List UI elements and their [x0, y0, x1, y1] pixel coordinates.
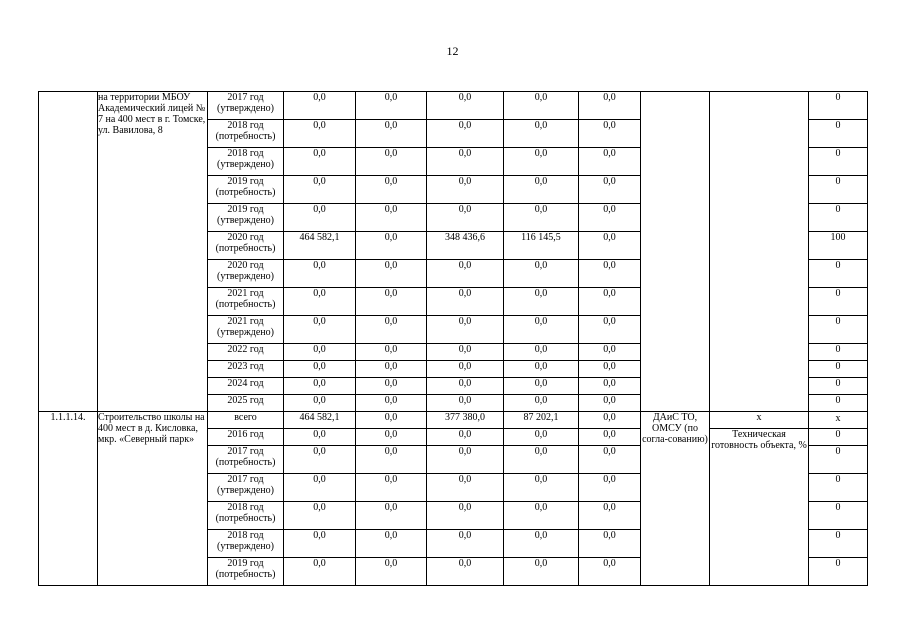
value-cell: 0,0 [427, 361, 504, 378]
indicator-cell: х [710, 412, 809, 429]
year-cell: 2017 год (утверждено) [208, 474, 284, 502]
value-cell: 0,0 [427, 120, 504, 148]
indicator-value-cell: 0 [809, 502, 868, 530]
value-cell: 0,0 [427, 446, 504, 474]
value-cell: 0,0 [579, 204, 641, 232]
value-cell: 0,0 [579, 395, 641, 412]
value-cell: 0,0 [504, 429, 579, 446]
value-cell: 0,0 [579, 361, 641, 378]
value-cell: 0,0 [427, 288, 504, 316]
value-cell: 0,0 [504, 120, 579, 148]
value-cell: 0,0 [427, 474, 504, 502]
value-cell: 0,0 [579, 148, 641, 176]
value-cell: 0,0 [504, 316, 579, 344]
value-cell: 0,0 [284, 204, 356, 232]
year-cell: 2018 год (утверждено) [208, 148, 284, 176]
item-name: на территории МБОУ Академический лицей № 7 на 400 мест в г. Томске, ул. Вавилова, 8 [98, 92, 208, 412]
year-cell: 2020 год (потребность) [208, 232, 284, 260]
value-cell: 0,0 [579, 446, 641, 474]
value-cell: 0,0 [504, 260, 579, 288]
year-cell: всего [208, 412, 284, 429]
year-cell: 2021 год (потребность) [208, 288, 284, 316]
value-cell: 0,0 [579, 92, 641, 120]
value-cell: 0,0 [427, 378, 504, 395]
value-cell: 0,0 [284, 558, 356, 586]
value-cell: 0,0 [356, 429, 427, 446]
value-cell: 0,0 [504, 530, 579, 558]
item-number: 1.1.1.14. [39, 412, 98, 586]
value-cell: 0,0 [284, 446, 356, 474]
year-cell: 2017 год (потребность) [208, 446, 284, 474]
value-cell: 0,0 [579, 530, 641, 558]
value-cell: 0,0 [356, 260, 427, 288]
value-cell: 0,0 [284, 92, 356, 120]
value-cell: 348 436,6 [427, 232, 504, 260]
value-cell: 0,0 [284, 429, 356, 446]
indicator-cell [710, 92, 809, 412]
value-cell: 0,0 [427, 558, 504, 586]
value-cell: 0,0 [356, 361, 427, 378]
year-cell: 2016 год [208, 429, 284, 446]
value-cell: 0,0 [504, 558, 579, 586]
indicator-value-cell: 0 [809, 176, 868, 204]
value-cell: 0,0 [427, 395, 504, 412]
indicator-value-cell: 0 [809, 148, 868, 176]
value-cell: 0,0 [504, 92, 579, 120]
year-cell: 2019 год (потребность) [208, 558, 284, 586]
value-cell: 464 582,1 [284, 412, 356, 429]
indicator-value-cell: 0 [809, 361, 868, 378]
value-cell: 0,0 [579, 316, 641, 344]
value-cell: 0,0 [579, 429, 641, 446]
year-cell: 2020 год (утверждено) [208, 260, 284, 288]
indicator-value-cell: 0 [809, 120, 868, 148]
value-cell: 0,0 [356, 120, 427, 148]
value-cell: 0,0 [427, 429, 504, 446]
value-cell: 0,0 [579, 232, 641, 260]
year-cell: 2022 год [208, 344, 284, 361]
value-cell: 0,0 [356, 204, 427, 232]
item-name: Строительство школы на 400 мест в д. Кисловка, мкр. «Северный парк» [98, 412, 208, 586]
value-cell: 0,0 [356, 232, 427, 260]
year-cell: 2023 год [208, 361, 284, 378]
value-cell: 0,0 [284, 530, 356, 558]
budget-table [38, 91, 868, 586]
value-cell: 0,0 [284, 176, 356, 204]
value-cell: 0,0 [579, 260, 641, 288]
value-cell: 0,0 [356, 395, 427, 412]
indicator-value-cell: 0 [809, 378, 868, 395]
value-cell: 0,0 [284, 395, 356, 412]
responsible-cell: ДАиС ТО, ОМСУ (по согла-сованию) [641, 412, 710, 586]
value-cell: 0,0 [284, 361, 356, 378]
value-cell: 0,0 [504, 395, 579, 412]
value-cell: 0,0 [504, 446, 579, 474]
indicator-value-cell: 0 [809, 530, 868, 558]
value-cell: 464 582,1 [284, 232, 356, 260]
year-cell: 2018 год (утверждено) [208, 530, 284, 558]
value-cell: 0,0 [579, 502, 641, 530]
indicator-value-cell: 0 [809, 446, 868, 474]
value-cell: 0,0 [504, 148, 579, 176]
indicator-value-cell: 0 [809, 288, 868, 316]
indicator-value-cell: 100 [809, 232, 868, 260]
table-row [39, 92, 868, 120]
indicator-value-cell: 0 [809, 92, 868, 120]
value-cell: 0,0 [427, 530, 504, 558]
year-cell: 2021 год (утверждено) [208, 316, 284, 344]
value-cell: 0,0 [356, 316, 427, 344]
indicator-value-cell: 0 [809, 204, 868, 232]
indicator-value-cell: 0 [809, 316, 868, 344]
value-cell: 0,0 [504, 344, 579, 361]
indicator-value-cell: 0 [809, 260, 868, 288]
responsible-cell [641, 92, 710, 412]
value-cell: 0,0 [284, 344, 356, 361]
year-cell: 2024 год [208, 378, 284, 395]
table-row [39, 412, 868, 429]
value-cell: 0,0 [579, 120, 641, 148]
value-cell: 0,0 [579, 412, 641, 429]
value-cell: 0,0 [504, 176, 579, 204]
value-cell: 0,0 [356, 288, 427, 316]
indicator-cell: Техническая готовность объекта, % [710, 429, 809, 586]
value-cell: 0,0 [427, 260, 504, 288]
value-cell: 0,0 [284, 260, 356, 288]
value-cell: 0,0 [504, 204, 579, 232]
item-number [39, 92, 98, 412]
value-cell: 0,0 [356, 474, 427, 502]
value-cell: 0,0 [427, 344, 504, 361]
value-cell: 0,0 [579, 176, 641, 204]
value-cell: 0,0 [504, 474, 579, 502]
value-cell: 377 380,0 [427, 412, 504, 429]
value-cell: 116 145,5 [504, 232, 579, 260]
value-cell: 0,0 [427, 176, 504, 204]
value-cell: 0,0 [356, 412, 427, 429]
year-cell: 2018 год (потребность) [208, 120, 284, 148]
value-cell: 0,0 [284, 502, 356, 530]
year-cell: 2025 год [208, 395, 284, 412]
value-cell: 87 202,1 [504, 412, 579, 429]
value-cell: 0,0 [356, 502, 427, 530]
value-cell: 0,0 [284, 148, 356, 176]
value-cell: 0,0 [504, 378, 579, 395]
table-body [39, 92, 868, 586]
year-cell: 2018 год (потребность) [208, 502, 284, 530]
page-number: 12 [446, 44, 459, 58]
value-cell: 0,0 [284, 120, 356, 148]
value-cell: 0,0 [284, 378, 356, 395]
value-cell: 0,0 [504, 502, 579, 530]
value-cell: 0,0 [356, 378, 427, 395]
value-cell: 0,0 [427, 92, 504, 120]
indicator-value-cell: х [809, 412, 868, 429]
indicator-value-cell: 0 [809, 344, 868, 361]
value-cell: 0,0 [579, 378, 641, 395]
value-cell: 0,0 [284, 474, 356, 502]
value-cell: 0,0 [579, 288, 641, 316]
indicator-value-cell: 0 [809, 474, 868, 502]
indicator-value-cell: 0 [809, 395, 868, 412]
value-cell: 0,0 [579, 558, 641, 586]
value-cell: 0,0 [356, 344, 427, 361]
value-cell: 0,0 [427, 148, 504, 176]
year-cell: 2017 год (утверждено) [208, 92, 284, 120]
value-cell: 0,0 [504, 288, 579, 316]
value-cell: 0,0 [579, 344, 641, 361]
value-cell: 0,0 [579, 474, 641, 502]
year-cell: 2019 год (утверждено) [208, 204, 284, 232]
value-cell: 0,0 [427, 502, 504, 530]
value-cell: 0,0 [356, 446, 427, 474]
year-cell: 2019 год (потребность) [208, 176, 284, 204]
value-cell: 0,0 [356, 148, 427, 176]
value-cell: 0,0 [284, 288, 356, 316]
indicator-value-cell: 0 [809, 558, 868, 586]
value-cell: 0,0 [356, 92, 427, 120]
value-cell: 0,0 [427, 204, 504, 232]
value-cell: 0,0 [504, 361, 579, 378]
value-cell: 0,0 [356, 530, 427, 558]
value-cell: 0,0 [427, 316, 504, 344]
value-cell: 0,0 [356, 176, 427, 204]
value-cell: 0,0 [284, 316, 356, 344]
value-cell: 0,0 [356, 558, 427, 586]
indicator-value-cell: 0 [809, 429, 868, 446]
